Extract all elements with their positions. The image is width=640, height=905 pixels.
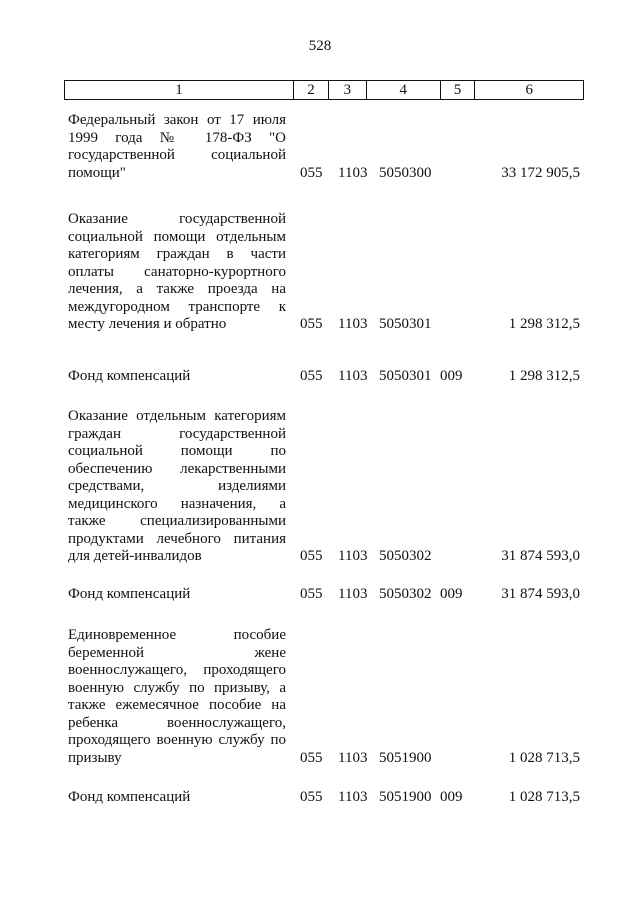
- section-code: 1103: [338, 749, 368, 766]
- description-line: Оказание отдельным категориям: [68, 408, 286, 424]
- description-line: социальной помощи отдельным: [68, 228, 286, 245]
- description-line: лечения, а также проезда на: [68, 281, 286, 297]
- row-description: [68, 211, 286, 334]
- table-row: [64, 586, 584, 604]
- description-line: Фонд компенсаций: [68, 586, 191, 602]
- description-line: обеспечению лекарственными: [68, 460, 286, 477]
- description-line: проходящего военную службу по: [68, 732, 286, 748]
- description-line: Оказание государственной: [68, 211, 286, 227]
- chapter-code: 055: [300, 749, 323, 766]
- description-line: граждан государственной: [68, 425, 286, 442]
- table-row: [64, 368, 584, 386]
- target-code: 5050300: [379, 164, 432, 181]
- target-code: 5051900: [379, 749, 432, 766]
- page-number: 528: [308, 38, 332, 54]
- target-code: 5050302: [379, 548, 432, 564]
- description-line: также ежемесячное пособие на: [68, 697, 286, 713]
- row-description: [68, 408, 286, 566]
- header-col-5: 5: [441, 81, 476, 99]
- table-row: [64, 627, 584, 767]
- header-col-1: 1: [65, 81, 294, 99]
- description-line: социальной помощи по: [68, 443, 286, 459]
- description-line: междугородном транспорте к: [68, 298, 286, 315]
- expense-type-code: 009: [440, 789, 463, 805]
- header-col-2: 2: [294, 81, 329, 99]
- description-line: Единовременное пособие: [68, 627, 286, 643]
- description-line: медицинского назначения, а: [68, 495, 286, 512]
- row-description: [68, 112, 286, 182]
- amount: 1 028 713,5: [508, 789, 580, 805]
- chapter-code: 055: [300, 316, 323, 332]
- section-code: 1103: [338, 789, 368, 805]
- section-code: 1103: [338, 586, 368, 602]
- description-line: военнослужащего, проходящего: [68, 662, 286, 678]
- section-code: 1103: [338, 368, 368, 384]
- row-description: [68, 368, 286, 386]
- section-code: 1103: [338, 316, 368, 332]
- description-line: беременной жене: [68, 644, 286, 661]
- chapter-code: 055: [300, 586, 323, 602]
- target-code: 5050301: [379, 316, 432, 332]
- description-line: также специализированными: [68, 513, 286, 529]
- target-code: 5050301: [379, 368, 432, 384]
- description-line: 1999 года № 178-ФЗ "О: [68, 129, 286, 146]
- chapter-code: 055: [300, 789, 323, 805]
- header-col-3: 3: [329, 81, 367, 99]
- description-line: Фонд компенсаций: [68, 789, 191, 805]
- amount: 1 298 312,5: [508, 368, 580, 384]
- description-line: оплаты санаторно-курортного: [68, 263, 286, 280]
- target-code: 5051900: [379, 789, 432, 805]
- description-line: государственной социальной: [68, 147, 286, 163]
- table-row: [64, 789, 584, 807]
- description-line: продуктами лечебного питания: [68, 530, 286, 547]
- table-row: [64, 112, 584, 182]
- table-header: [64, 80, 584, 100]
- description-line: помощи": [68, 164, 126, 181]
- row-description: [68, 627, 286, 767]
- expense-type-code: 009: [440, 586, 463, 602]
- description-line: средствами, изделиями: [68, 478, 286, 494]
- expense-type-code: 009: [440, 368, 463, 384]
- amount: 1 298 312,5: [508, 316, 580, 332]
- header-col-4: 4: [367, 81, 441, 99]
- row-description: [68, 789, 286, 807]
- description-line: месту лечения и обратно: [68, 316, 227, 332]
- target-code: 5050302: [379, 586, 432, 602]
- description-line: Федеральный закон от 17 июля: [68, 112, 286, 128]
- description-line: ребенка военнослужащего,: [68, 714, 286, 731]
- amount: 31 874 593,0: [501, 586, 580, 602]
- section-code: 1103: [338, 164, 368, 181]
- description-line: призыву: [68, 749, 122, 766]
- description-line: военную службу по призыву, а: [68, 679, 286, 696]
- description-line: категориям граждан в части: [68, 246, 286, 262]
- chapter-code: 055: [300, 368, 323, 384]
- header-col-6: 6: [525, 82, 533, 98]
- description-line: для детей-инвалидов: [68, 548, 202, 564]
- amount: 31 874 593,0: [501, 548, 580, 564]
- section-code: 1103: [338, 548, 368, 564]
- chapter-code: 055: [300, 548, 323, 564]
- table-row: [64, 211, 584, 334]
- description-line: Фонд компенсаций: [68, 368, 191, 384]
- row-description: [68, 586, 286, 604]
- amount: 33 172 905,5: [501, 164, 580, 181]
- table-row: [64, 408, 584, 566]
- amount: 1 028 713,5: [508, 749, 580, 766]
- chapter-code: 055: [300, 164, 323, 181]
